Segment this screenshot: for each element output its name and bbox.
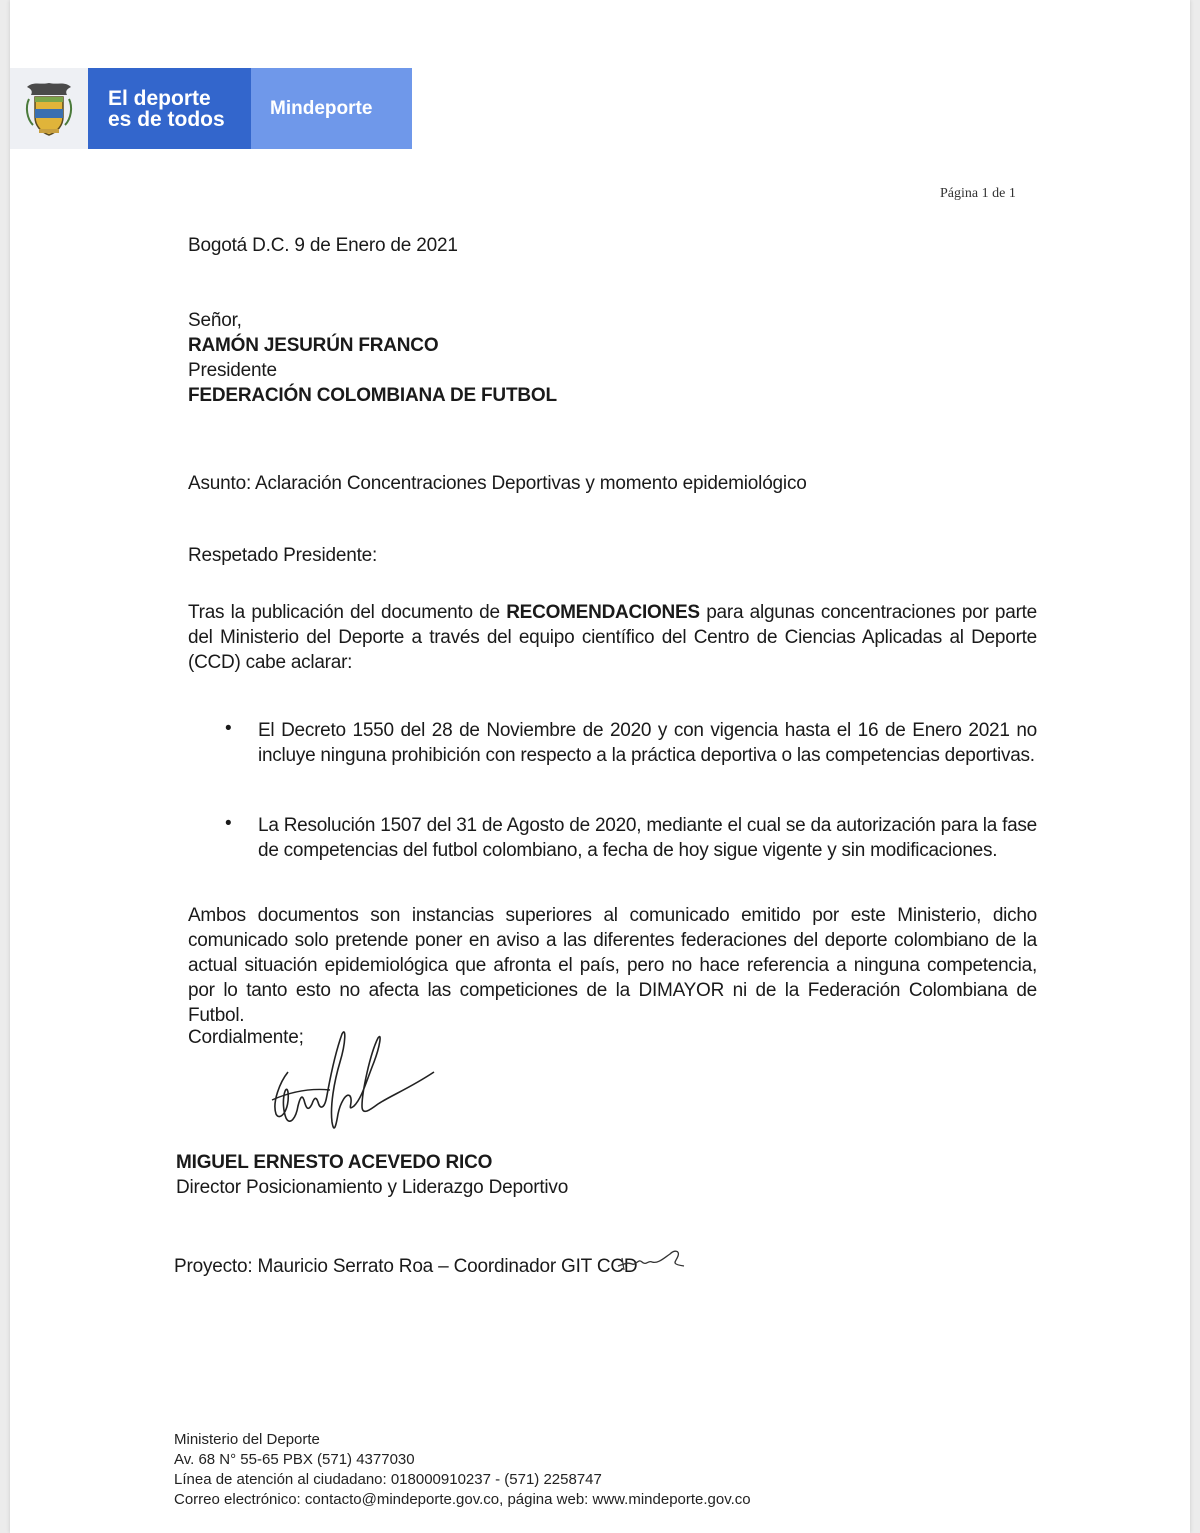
letterhead (10, 68, 412, 149)
recipient-name: RAMÓN JESURÚN FRANCO (188, 335, 439, 356)
bullet-item-1: El Decreto 1550 del 28 de Noviembre de 2020 y con vigencia hasta el 16 de Enero 2021 no incluye ninguna prohibición con respecto a la práctica deportiva o las competencias deportivas. (258, 720, 1037, 766)
brand-line-1: El deporte (108, 86, 211, 110)
footer-address: Av. 68 N° 55-65 PBX (571) 4377030 (174, 1451, 415, 1468)
intro-bold-word: RECOMENDACIONES (506, 602, 700, 623)
footer-ministry: Ministerio del Deporte (174, 1431, 320, 1448)
project-line: Proyecto: Mauricio Serrato Roa – Coordinador GIT CCD (174, 1256, 638, 1277)
brand-line-2: es de todos (108, 107, 225, 131)
closing: Cordialmente; (188, 1027, 304, 1048)
signer-name: MIGUEL ERNESTO ACEVEDO RICO (176, 1152, 493, 1173)
signer-role: Director Posicionamiento y Liderazgo Deportivo (176, 1177, 569, 1198)
page-number: Página 1 de 1 (940, 186, 1016, 201)
recipient-org: FEDERACIÓN COLOMBIANA DE FUTBOL (188, 385, 557, 406)
intro-paragraph (188, 600, 1037, 675)
letter-date: Bogotá D.C. 9 de Enero de 2021 (188, 235, 458, 256)
ministry-label: Mindeporte (251, 68, 412, 149)
subject-line: Asunto: Aclaración Concentraciones Deportivas y momento epidemiológico (188, 473, 807, 494)
footer-contact: Correo electrónico: contacto@mindeporte.gov.co, página web: www.mindeporte.gov.co (174, 1491, 751, 1508)
salutation-title: Señor, (188, 310, 242, 331)
letter-page (10, 0, 1190, 1533)
footer-helpline: Línea de atención al ciudadano: 018000910237 - (571) 2258747 (174, 1471, 602, 1488)
bullet-icon: • (225, 718, 232, 739)
coat-of-arms-icon (10, 68, 88, 149)
greeting: Respetado Presidente: (188, 545, 378, 566)
initials-image (614, 1244, 694, 1274)
bullet-item-2: La Resolución 1507 del 31 de Agosto de 2020, mediante el cual se da autorización para la fase de competencias del futbol colombiano, a fecha de hoy sigue vigente y sin modificaciones. (258, 815, 1037, 861)
intro-text-after: para algunas concentraciones por parte del Ministerio del Deporte a través del equipo científico del Centro de Ciencias Aplicadas al Deporte (CCD) cabe aclarar: (188, 602, 1037, 673)
intro-text-before: Tras la publicación del documento de (188, 602, 507, 623)
recipient-role: Presidente (188, 360, 277, 381)
brand-slogan (88, 68, 251, 149)
bullet-icon: • (225, 813, 232, 834)
body-paragraph: Ambos documentos son instancias superiores al comunicado emitido por este Ministerio, dicho comunicado solo pretende poner en aviso a las diferentes federaciones del deporte colombiano de la actual situación epidemiológica que afronta el país, pero no hace referencia a ninguna competencia, por lo tanto esto no afecta las competiciones de la DIMAYOR ni de la Federación Colombiana de Futbol. (188, 905, 1037, 1026)
signature-image (250, 1022, 440, 1142)
